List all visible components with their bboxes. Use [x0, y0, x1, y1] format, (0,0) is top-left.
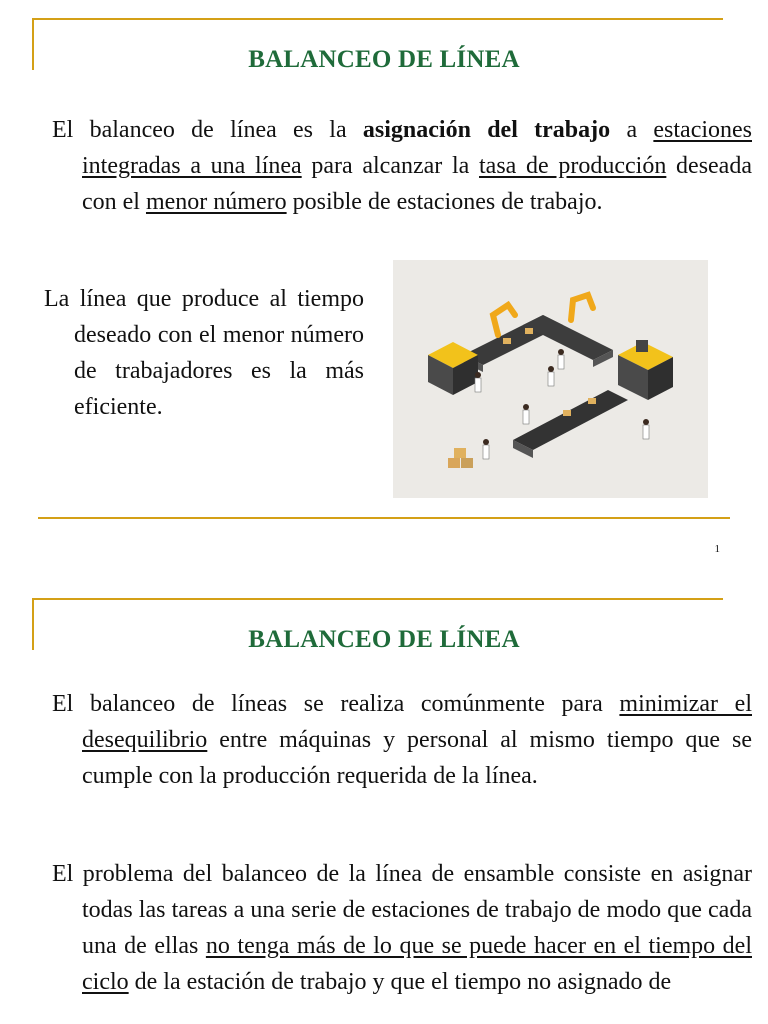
assembly-line-illustration	[393, 260, 708, 498]
page-number: 1	[714, 543, 720, 555]
slide-title: BALANCEO DE LÍNEA	[248, 46, 520, 73]
problem-paragraph: El problema del balanceo de la línea de ensamble consiste en asignar todas las tareas a una serie de estaciones de trabajo de modo que cada una de ellas no tenga más de lo que se puede hacer en el tiempo del ciclo de la estación de trabajo y que el tiempo no asignado de	[52, 861, 752, 995]
top-rule	[32, 598, 723, 600]
objective-paragraph: El balanceo de líneas se realiza comúnmente para minimizar el desequilibrio entre máquinas y personal al mismo tiempo que se cumple con la producción requerida de la línea.	[52, 691, 752, 789]
efficiency-paragraph: La línea que produce al tiempo deseado con el menor número de trabajadores es la más eficiente.	[44, 286, 364, 420]
definition-paragraph: El balanceo de línea es la asignación del trabajo a estaciones integradas a una línea para alcanzar la tasa de producción deseada con el menor número posible de estaciones de trabajo.	[52, 117, 752, 215]
slide-title: BALANCEO DE LÍNEA	[248, 626, 520, 653]
bottom-rule	[38, 517, 730, 519]
top-rule	[32, 18, 723, 20]
slide-2	[0, 580, 768, 1024]
